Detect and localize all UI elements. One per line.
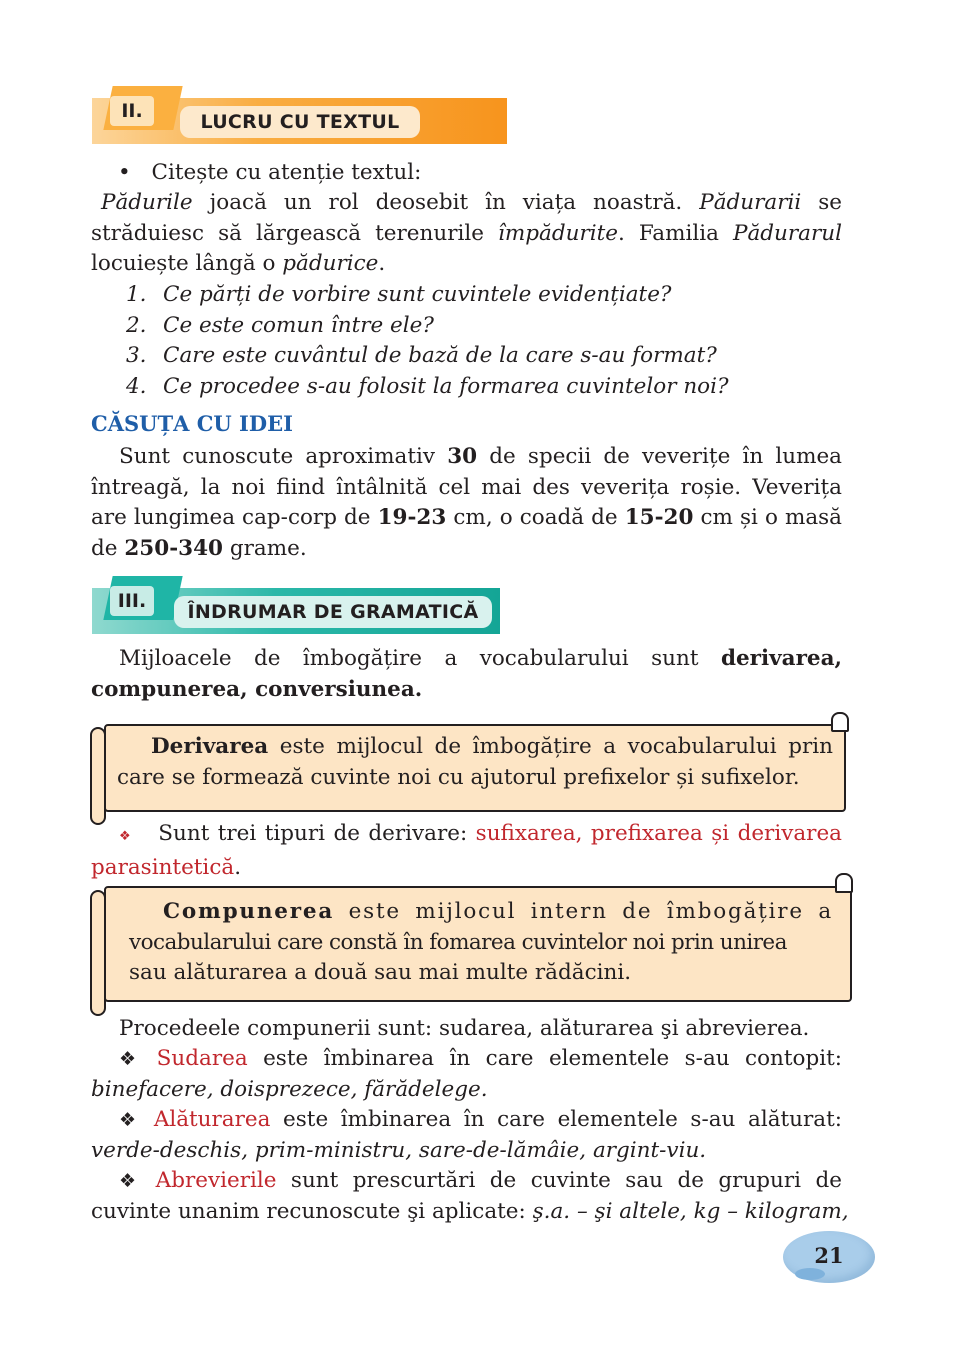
scroll-curl-left — [90, 890, 106, 1016]
text: . — [234, 854, 242, 880]
procedure-alaturare — [91, 1105, 842, 1166]
text: de specii de veverițe în lumea întreagă, la noi fiind întâlnită cel mai des veverița roșie. Veverița are lungimea cap-corp de — [91, 444, 842, 530]
derivation-types — [91, 819, 842, 883]
section-header-3 — [92, 576, 512, 636]
text: este îmbinarea în care elementele s-au alăturat: — [270, 1107, 842, 1132]
item-text: Care este cuvântul de bază de la care s-au format? — [163, 343, 717, 368]
exercise-instruction — [118, 158, 421, 189]
highlight-word: pădurice — [282, 251, 379, 276]
text: . — [378, 251, 386, 276]
item-text: Ce părți de vorbire sunt cuvintele evidențiate? — [163, 282, 672, 307]
text-line: vocabularului care constă în fomarea cuvintelor noi prin unirea — [129, 929, 787, 955]
example-line — [91, 1075, 842, 1106]
ideas-paragraph — [91, 442, 842, 564]
number-value: 30 — [447, 444, 478, 469]
procedure-sudare — [91, 1044, 842, 1105]
term: Derivarea — [151, 734, 269, 759]
text: este îmbinarea în care elementele s-au contopit: — [247, 1046, 842, 1071]
bullet: • — [118, 160, 131, 185]
text: sunt prescurtări de cuvinte sau de grupuri de — [276, 1168, 843, 1193]
text-line — [129, 897, 833, 928]
list-item — [126, 372, 846, 403]
section-number: III. — [110, 586, 154, 616]
text-line — [91, 1105, 842, 1136]
item-number: 3. — [126, 343, 147, 368]
list-item — [126, 311, 846, 342]
text: Sunt cunoscute aproximativ — [119, 444, 448, 469]
definition-text — [117, 732, 833, 793]
diamond-marker: ❖ — [119, 1048, 145, 1070]
text: Mijloacele de îmbogățire a vocabularului sunt — [119, 646, 721, 671]
red-text: sufixarea, prefixarea și derivarea parasintetică — [91, 821, 842, 880]
procedures-line: Procedeele compunerii sunt: sudarea, alăturarea şi abrevierea. — [119, 1016, 810, 1041]
number-value: 15-20 — [624, 505, 694, 530]
text-line: sau alăturarea a două sau mai multe rădăcini. — [129, 960, 632, 985]
text: cm și o masă de — [91, 505, 842, 561]
diamond-marker: ❖ — [119, 829, 133, 844]
term: Compunerea — [163, 899, 335, 924]
item-text: Ce este comun între ele? — [163, 312, 434, 338]
grammar-intro — [91, 644, 842, 705]
definition-text — [129, 897, 833, 989]
section-header-2 — [92, 86, 512, 146]
ideas-heading: CĂSUȚA CU IDEI — [91, 411, 293, 436]
instruction-text: Citește cu atenție textul: — [151, 160, 422, 185]
section-number: II. — [110, 96, 154, 126]
bold-text: derivarea, compunerea, conversiunea. — [91, 646, 842, 702]
highlight-word: Pădurarii — [699, 190, 802, 215]
item-text: Ce procedee s-au folosit la formarea cuvintelor noi? — [163, 373, 729, 399]
diamond-marker: ❖ — [119, 1170, 144, 1192]
text-line — [91, 1044, 842, 1075]
example-line — [91, 1136, 842, 1167]
list-item — [126, 280, 846, 311]
number-value: 250-340 — [124, 535, 224, 561]
text: joacă un rol deosebit în viața noastră. — [192, 190, 700, 215]
text: grame. — [223, 535, 307, 561]
diamond-marker: ❖ — [119, 1109, 142, 1131]
item-number: 4. — [126, 373, 147, 399]
example-text: binefacere, doisprezece, fărădelege. — [91, 1076, 488, 1102]
text: Sunt trei tipuri de derivare: — [158, 821, 476, 846]
example-text: ş.a. – şi altele, kg – kilogram, — [532, 1198, 849, 1224]
red-text: Sudarea — [156, 1046, 248, 1071]
highlight-word: împădurite — [498, 220, 618, 246]
text: cm, o coadă de — [446, 505, 625, 530]
example-text: verde-deschis, prim-ministru, sare-de-lămâie, argint-viu. — [91, 1137, 707, 1163]
text: se străduiesc să lărgească terenurile — [91, 190, 842, 246]
example-line — [91, 1197, 849, 1228]
text: este mijlocul intern de îmbogățire a — [334, 899, 833, 924]
list-item — [126, 341, 846, 372]
exercise-paragraph — [91, 188, 842, 280]
text: locuiește lângă o — [91, 251, 283, 276]
highlight-word: Pădurarul — [732, 220, 842, 246]
number-value: 19-23 — [377, 505, 447, 530]
scroll-curl-right — [831, 712, 849, 732]
page-badge-shadow — [795, 1268, 825, 1280]
text: . Familia — [617, 220, 733, 246]
item-number: 1. — [126, 282, 147, 307]
section-title: LUCRU CU TEXTUL — [180, 106, 420, 138]
text-line — [91, 1166, 842, 1197]
item-number: 2. — [126, 312, 147, 338]
red-text: Abrevierile — [155, 1168, 277, 1193]
procedure-abreviere — [91, 1166, 849, 1227]
text: cuvinte unanim recunoscute şi aplicate: — [91, 1198, 533, 1224]
highlight-word: Pădurile — [101, 190, 193, 215]
scroll-curl-right — [835, 873, 853, 893]
text: este mijlocul de îmbogățire a vocabularului prin care se formează cuvinte noi cu ajutorul prefixelor și sufixelor. — [117, 734, 833, 790]
page-number: 21 — [814, 1243, 844, 1268]
red-text: Alăturarea — [153, 1107, 271, 1132]
section-title: ÎNDRUMAR DE GRAMATICĂ — [174, 596, 492, 628]
scroll-curl-left — [90, 727, 106, 825]
question-list — [126, 280, 846, 402]
